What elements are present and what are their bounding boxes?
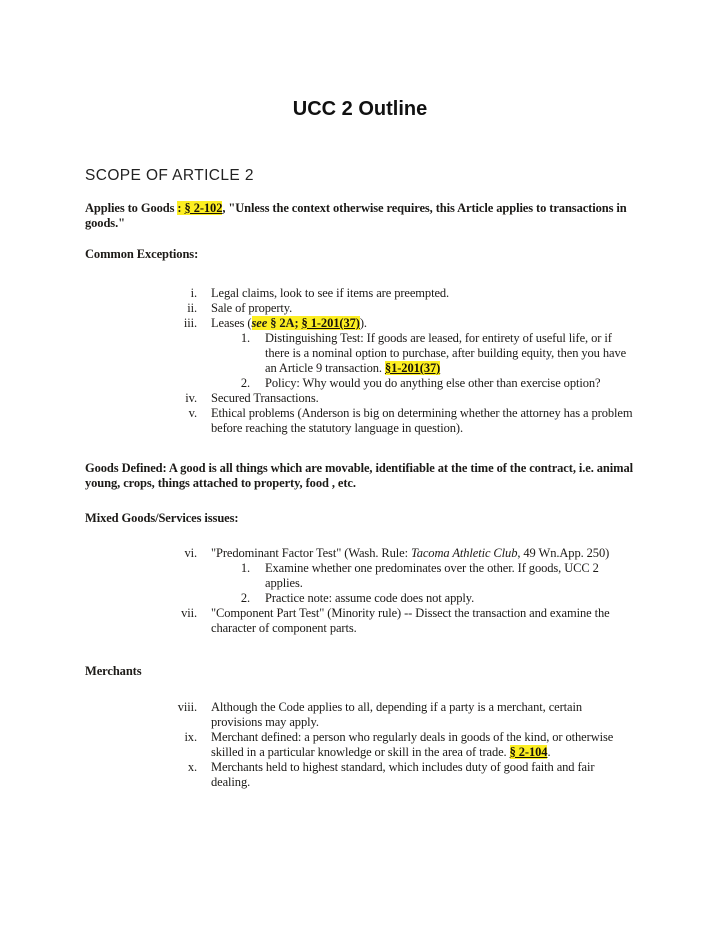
item-text: Practice note: assume code does not apply. <box>265 591 475 605</box>
text-run: "Predominant Factor Test" (Wash. Rule: <box>211 546 411 560</box>
item-marker: 2. <box>240 591 250 605</box>
exceptions-list <box>85 286 635 436</box>
text-run: Leases ( <box>211 316 252 330</box>
item-marker: v. <box>188 406 197 420</box>
item-marker: 1. <box>240 561 250 575</box>
label-mixed-goods-services: Mixed Goods/Services issues: <box>85 511 239 525</box>
item-text <box>211 316 635 331</box>
item-marker: iii. <box>183 316 197 330</box>
link-section-1-201-37[interactable]: §1-201(37) <box>384 361 441 375</box>
highlight-see-run: see <box>251 316 268 330</box>
list-item-vi-1 <box>85 561 635 591</box>
paragraph-applies-to-goods <box>85 201 635 231</box>
item-marker: iv. <box>185 391 197 405</box>
item-marker: vii. <box>181 606 197 620</box>
item-text: Merchants held to highest standard, which includes duty of good faith and fair dealing. <box>211 760 595 789</box>
label-common-exceptions: Common Exceptions: <box>85 247 199 261</box>
heading-merchants: Merchants <box>85 664 142 678</box>
item-text: Examine whether one predominates over the other. If goods, UCC 2 applies. <box>265 561 599 590</box>
item-text: Legal claims, look to see if items are preempted. <box>211 286 450 300</box>
list-item-vii <box>85 606 635 636</box>
item-marker: ii. <box>187 301 197 315</box>
item-marker: viii. <box>177 700 197 714</box>
highlight-run: § 2A; <box>267 316 302 330</box>
list-item-ix <box>85 730 635 760</box>
list-item-v <box>85 406 635 436</box>
document-title: UCC 2 Outline <box>292 98 428 120</box>
item-text <box>211 730 635 760</box>
text-run: ). <box>359 316 367 330</box>
item-text: Although the Code applies to all, depending if a party is a merchant, certain provisions may apply. <box>211 700 583 729</box>
text-run: . <box>547 745 551 759</box>
list-item-iv <box>85 391 635 406</box>
list-item-viii <box>85 700 635 730</box>
merchants-list <box>85 700 635 790</box>
item-marker: x. <box>187 760 197 774</box>
mixed-goods-list <box>85 546 635 636</box>
item-marker: ix. <box>184 730 197 744</box>
link-section-2-102[interactable]: § 2-102 <box>184 201 223 215</box>
link-section-1-201-37[interactable]: § 1-201(37) <box>301 316 360 330</box>
highlight-run: : <box>177 201 185 215</box>
item-marker: 1. <box>240 331 250 345</box>
text-run: Merchant defined: a person who regularly deals in goods of the kind, or otherwise skilled in a particular knowledge or skill in the area of trade. <box>211 730 614 759</box>
list-item-vi-2 <box>85 591 635 606</box>
item-text <box>211 546 635 561</box>
item-text: Ethical problems (Anderson is big on determining whether the attorney has a problem before reaching the statutory language in question). <box>211 406 633 435</box>
item-text: Policy: Why would you do anything else other than exercise option? <box>265 376 601 390</box>
text-run: Distinguishing Test: If goods are leased, for entirety of useful life, or if there is a nominal option to purchase, after building equity, then you have an Article 9 transaction. <box>265 331 627 375</box>
item-marker: i. <box>190 286 197 300</box>
paragraph-goods-defined: Goods Defined: A good is all things which are movable, identifiable at the time of the contract, i.e. animal young, crops, things attached to property, food , etc. <box>85 461 633 490</box>
text-run: , 49 Wn.App. 250) <box>517 546 610 560</box>
item-text: Secured Transactions. <box>211 391 319 405</box>
link-section-2-104[interactable]: § 2-104 <box>509 745 548 759</box>
list-item-iii-2 <box>85 376 635 391</box>
list-item-iii-1 <box>85 331 635 376</box>
item-marker: 2. <box>240 376 250 390</box>
item-text: Sale of property. <box>211 301 293 315</box>
list-item-i <box>85 286 635 301</box>
list-item-x <box>85 760 635 790</box>
item-text <box>265 331 635 376</box>
list-item-vi <box>85 546 635 561</box>
text-run: Applies to Goods <box>85 201 178 215</box>
section-heading: SCOPE OF ARTICLE 2 <box>85 167 254 184</box>
list-item-ii <box>85 301 635 316</box>
item-marker: vi. <box>184 546 197 560</box>
item-text: "Component Part Test" (Minority rule) -- Dissect the transaction and examine the character of component parts. <box>211 606 610 635</box>
list-item-iii <box>85 316 635 331</box>
case-name-run: Tacoma Athletic Club <box>411 546 518 560</box>
text-run: , "Unless the context otherwise requires, this Article applies to transactions in goods." <box>85 201 627 230</box>
